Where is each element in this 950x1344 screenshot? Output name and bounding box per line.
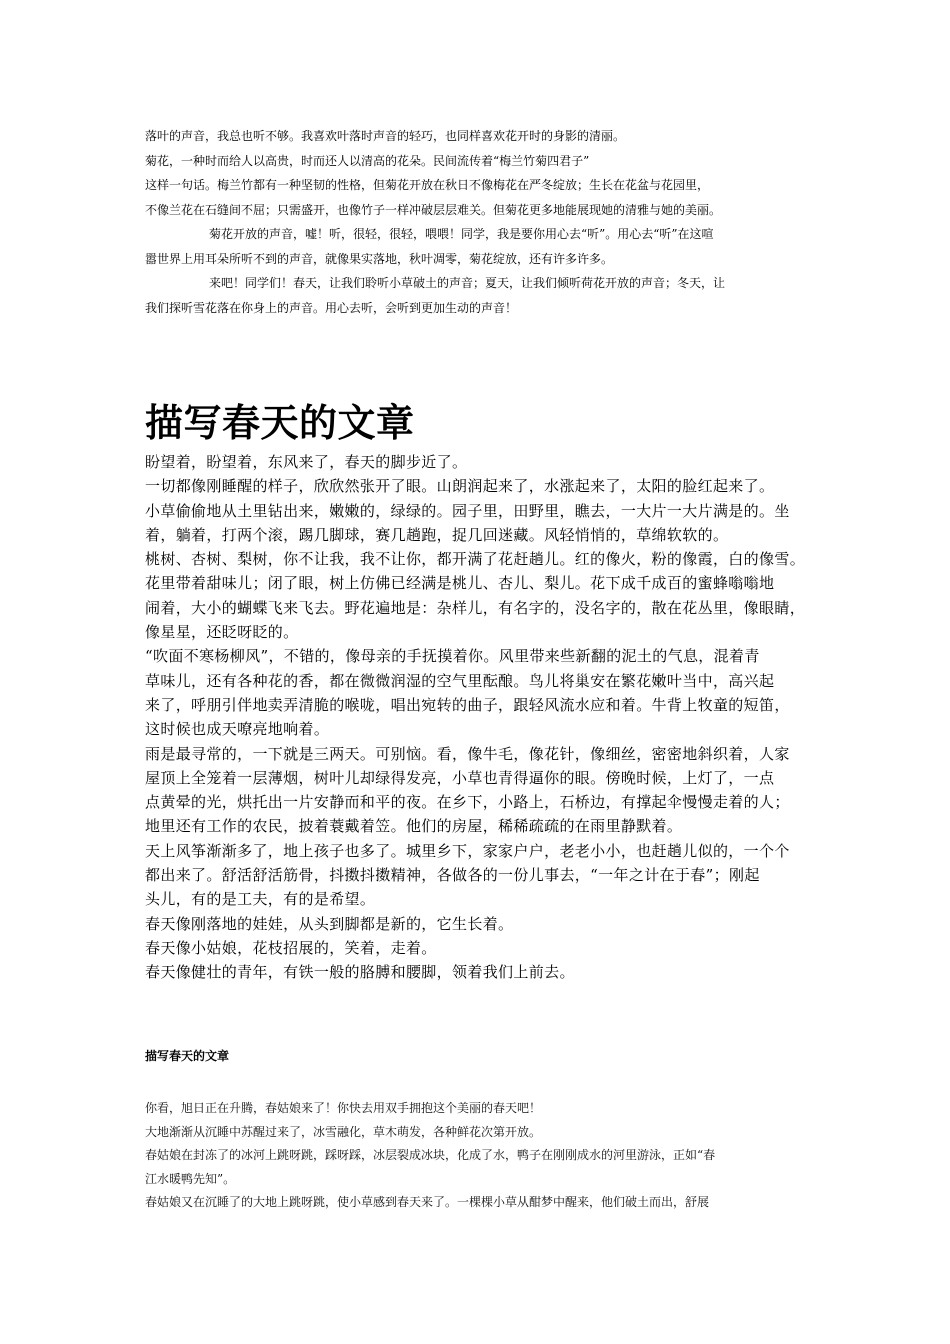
paragraph-line: 天上风筝渐渐多了，地上孩子也多了。城里乡下，家家户户，老老小小，也赶趟儿似的，一个个 [145, 841, 790, 860]
paragraph-line: 菊花，一种时而给人以高贵，时而还人以清高的花朵。民间流传着“梅兰竹菊四君子” [145, 153, 590, 168]
paragraph-line: 闹着，大小的蝴蝶飞来飞去。野花遍地是：杂样儿，有名字的，没名字的，散在花丛里，像眼睛， [145, 598, 806, 617]
section-subtitle: 描写春天的文章 [145, 1049, 230, 1063]
paragraph-line: 头儿，有的是工夫，有的是希望。 [145, 890, 376, 909]
paragraph-line: 我们探听雪花落在你身上的声音。用心去听，会听到更加生动的声音！ [145, 300, 518, 315]
paragraph-line: 草味儿，还有各种花的香，都在微微润湿的空气里酝酿。鸟儿将巢安在繁花嫩叶当中，高兴起 [145, 671, 775, 690]
paragraph-line: 春天像小姑娘，花枝招展的，笑着，走着。 [145, 938, 437, 957]
paragraph-line: 嚣世界上用耳朵所听不到的声音，就像果实落地，秋叶凋零，菊花绽放，还有许多许多。 [145, 251, 614, 266]
paragraph-line: 这样一句话。梅兰竹都有一种坚韧的性格，但菊花开放在秋日不像梅花在严冬绽放；生长在花盆与花园里， [145, 178, 710, 192]
paragraph-line: 你看，旭日正在升腾，春姑娘来了！你快去用双手拥抱这个美丽的春天吧！ [145, 1101, 542, 1115]
document-title: 描写春天的文章 [145, 400, 415, 445]
paragraph-line: 菊花开放的声音，嘘！听，很轻，很轻，喂喂！同学，我是要你用心去“听”。用心去“听”在这喧 [209, 227, 714, 241]
paragraph-line: 春天像健壮的青年，有铁一般的胳膊和腰脚，领着我们上前去。 [145, 963, 575, 982]
paragraph-line: 春姑娘在封冻了的冰河上跳呀跳，踩呀踩，冰层裂成冰块，化成了水，鸭子在刚刚成水的河里游泳，正如“春 [145, 1148, 716, 1162]
paragraph-line: 着，躺着，打两个滚，踢几脚球，赛几趟跑，捉几回迷藏。风轻悄悄的，草绵软软的。 [145, 525, 729, 544]
paragraph-line: 桃树、杏树、梨树，你不让我，我不让你，都开满了花赶趟儿。红的像火，粉的像霞，白的像雪。 [145, 550, 806, 569]
paragraph-line: 大地渐渐从沉睡中苏醒过来了，冰雪融化，草木萌发，各种鲜花次第开放。 [145, 1124, 542, 1139]
paragraph-line: 不像兰花在石缝间不屈；只需盛开，也像竹子一样冲破层层难关。但菊花更多地能展现她的清雅与她的美丽。 [145, 202, 722, 217]
paragraph-line: 小草偷偷地从土里钻出来，嫩嫩的，绿绿的。园子里，田野里，瞧去，一大片一大片满是的。坐 [145, 501, 790, 520]
paragraph-line: 都出来了。舒活舒活筋骨，抖擞抖擞精神，各做各的一份儿事去，“一年之计在于春”；刚起 [145, 866, 760, 885]
paragraph-line: 江水暖鸭先知”。 [145, 1171, 236, 1186]
spring-girl-essay-section [145, 1097, 815, 1215]
paragraph-line: 点黄晕的光，烘托出一片安静而和平的夜。在乡下，小路上，石桥边，有撑起伞慢慢走着的人； [145, 793, 790, 812]
paragraph-line: 落叶的声音，我总也听不够。我喜欢叶落时声音的轻巧，也同样喜欢花开时的身影的清丽。 [145, 129, 626, 143]
paragraph-line: 花里带着甜味儿；闭了眼，树上仿佛已经满是桃儿、杏儿、梨儿。花下成千成百的蜜蜂嗡嗡地 [145, 574, 775, 593]
paragraph-line: 盼望着，盼望着，东风来了，春天的脚步近了。 [145, 453, 468, 471]
spring-essay-section [145, 450, 813, 985]
paragraph-line: 这时候也成天嘹亮地响着。 [145, 720, 330, 739]
paragraph-line: 地里还有工作的农民，披着蓑戴着笠。他们的房屋，稀稀疏疏的在雨里静默着。 [145, 817, 683, 836]
paragraph-line: 来吧！同学们！春天，让我们聆听小草破土的声音；夏天，让我们倾听荷花开放的声音；冬天，让 [209, 276, 726, 290]
chrysanthemum-essay-section [145, 124, 825, 320]
paragraph-line: 像星星，还眨呀眨的。 [145, 623, 299, 642]
paragraph-line: 屋顶上全笼着一层薄烟，树叶儿却绿得发亮，小草也青得逼你的眼。傍晚时候，上灯了，一点 [145, 768, 775, 787]
paragraph-line: 春姑娘又在沉睡了的大地上跳呀跳，使小草感到春天来了。一棵棵小草从酣梦中醒来，他们破土而出，舒展 [145, 1195, 710, 1209]
paragraph-line: 春天像刚落地的娃娃，从头到脚都是新的，它生长着。 [145, 914, 514, 933]
paragraph-line: 雨是最寻常的，一下就是三两天。可别恼。看，像牛毛，像花针，像细丝，密密地斜织着，人家 [145, 744, 790, 763]
paragraph-line: “吹面不寒杨柳风”，不错的，像母亲的手抚摸着你。风里带来些新翻的泥土的气息，混着青 [145, 647, 760, 666]
paragraph-line: 一切都像刚睡醒的样子，欣欣然张开了眼。山朗润起来了，水涨起来了，太阳的脸红起来了。 [145, 477, 775, 496]
paragraph-line: 来了，呼朋引伴地卖弄清脆的喉咙，唱出宛转的曲子，跟轻风流水应和着。牛背上牧童的短笛， [145, 695, 790, 714]
